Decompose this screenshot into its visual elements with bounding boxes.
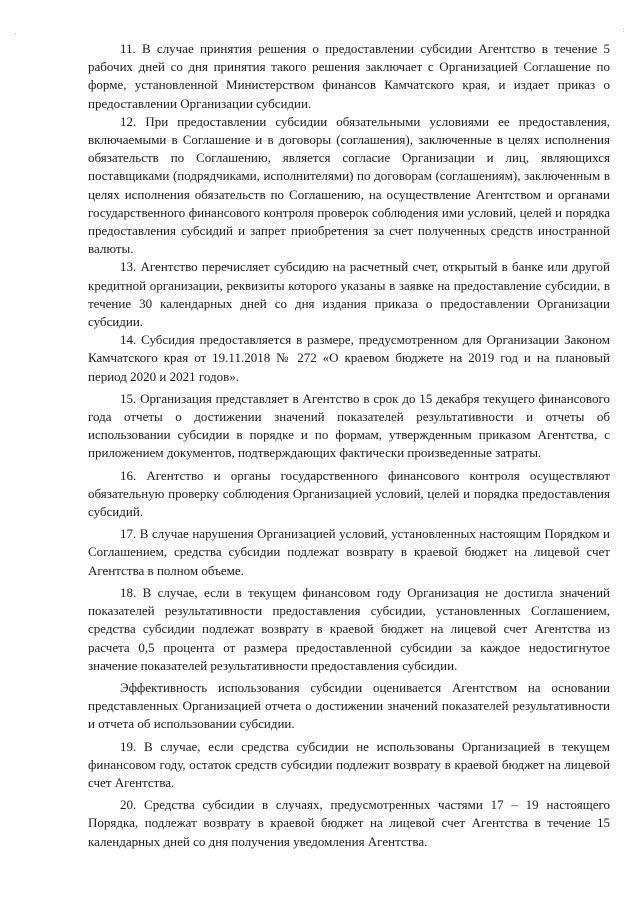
paragraph-18: 18. В случае, если в текущем финансовом году Организация не достигла значений показателей результативности предоставления субсидии, установленных Соглашением, средства субсидии подлежат возврату в краевой бюджет на лицевой счет Агентства из расчета 0,5 процента от размера предоставленной субсидии за каждое недостигнутое значение показателей результативности предоставления субсидии. xyxy=(88,584,610,673)
paragraph-16: 16. Агентство и органы государственного финансового контроля осуществляют обязательную проверку соблюдения Организацией условий, целей и порядка предоставления субсидий. xyxy=(88,467,610,520)
paragraph-14: 14. Субсидия предоставляется в размере, предусмотренном для Организации Законом Камчатского края от 19.11.2018 № 272 «О краевом бюджете на 2019 год и на плановый период 2020 и 2021 годов». xyxy=(88,332,610,384)
paragraph-19: 19. В случае, если средства субсидии не использованы Организацией в текущем финансовом году, остаток средств субсидии подлежит возврату в краевой бюджет на лицевой счет Агентства. xyxy=(88,738,610,790)
paragraph-12: 12. При предоставлении субсидии обязательными условиями ее предоставления, включаемыми в Соглашение и в договоры (соглашения), заключенные в целях исполнения обязательств по Соглашению, является согласие Организации и лиц, являющихся поставщиками (подрядчиками, исполнителями) по договорам (соглашениям), заключенным в целях исполнения обязательств по Соглашению, на осуществление Агентством и органами государственного финансового контроля проверок соблюдения ими условий, целей и порядка предоставления субсидий и запрет приобретения за счет полученных средств иностранной валюты. xyxy=(88,113,610,257)
paragraph-18-efficiency: Эффективность использования субсидии оценивается Агентством на основании представленных Организацией отчета о достижении значений показателей результативности и отчета об использовании субсидии. xyxy=(88,679,610,732)
paragraph-17: 17. В случае нарушения Организацией условий, установленных настоящим Порядком и Соглашением, средства субсидии подлежат возврату в краевой бюджет на лицевой счет Агентства в полном объеме. xyxy=(88,526,610,578)
paragraph-15: 15. Организация представляет в Агентство в срок до 15 декабря текущего финансового года отчеты о достижении значений показателей результативности и отчеты об использовании субсидии в порядке и по формам, утвержденным приказом Агентства, с приложением документов, подтверждающих фактически произведенные затраты. xyxy=(88,390,610,461)
paragraph-11: 11. В случае принятия решения о предоставлении субсидии Агентство в течение 5 рабочих дней со дня принятия такого решения заключает с Организацией Соглашение по форме, установленной Министерством финансов Камчатского края, и издает приказ о предоставлении Организации субсидии. xyxy=(88,41,610,111)
scan-mark-top-left: - xyxy=(14,30,17,38)
paragraph-13: 13. Агентство перечисляет субсидию на расчетный счет, открытый в банке или другой кредитной организации, реквизиты которого указаны в заявке на предоставление субсидии, в течение 30 календарных дней со дня издания приказа о предоставлении Организации субсидии. xyxy=(88,259,610,330)
paragraph-20: 20. Средства субсидии в случаях, предусмотренных частями 17 – 19 настоящего Порядка, подлежат возврату в краевой бюджет на лицевой счет Агентства в течение 15 календарных дней со дня получения уведомления Агентства. xyxy=(88,797,610,849)
scan-mark-top-right: : xyxy=(622,26,625,34)
document-page xyxy=(88,40,610,851)
